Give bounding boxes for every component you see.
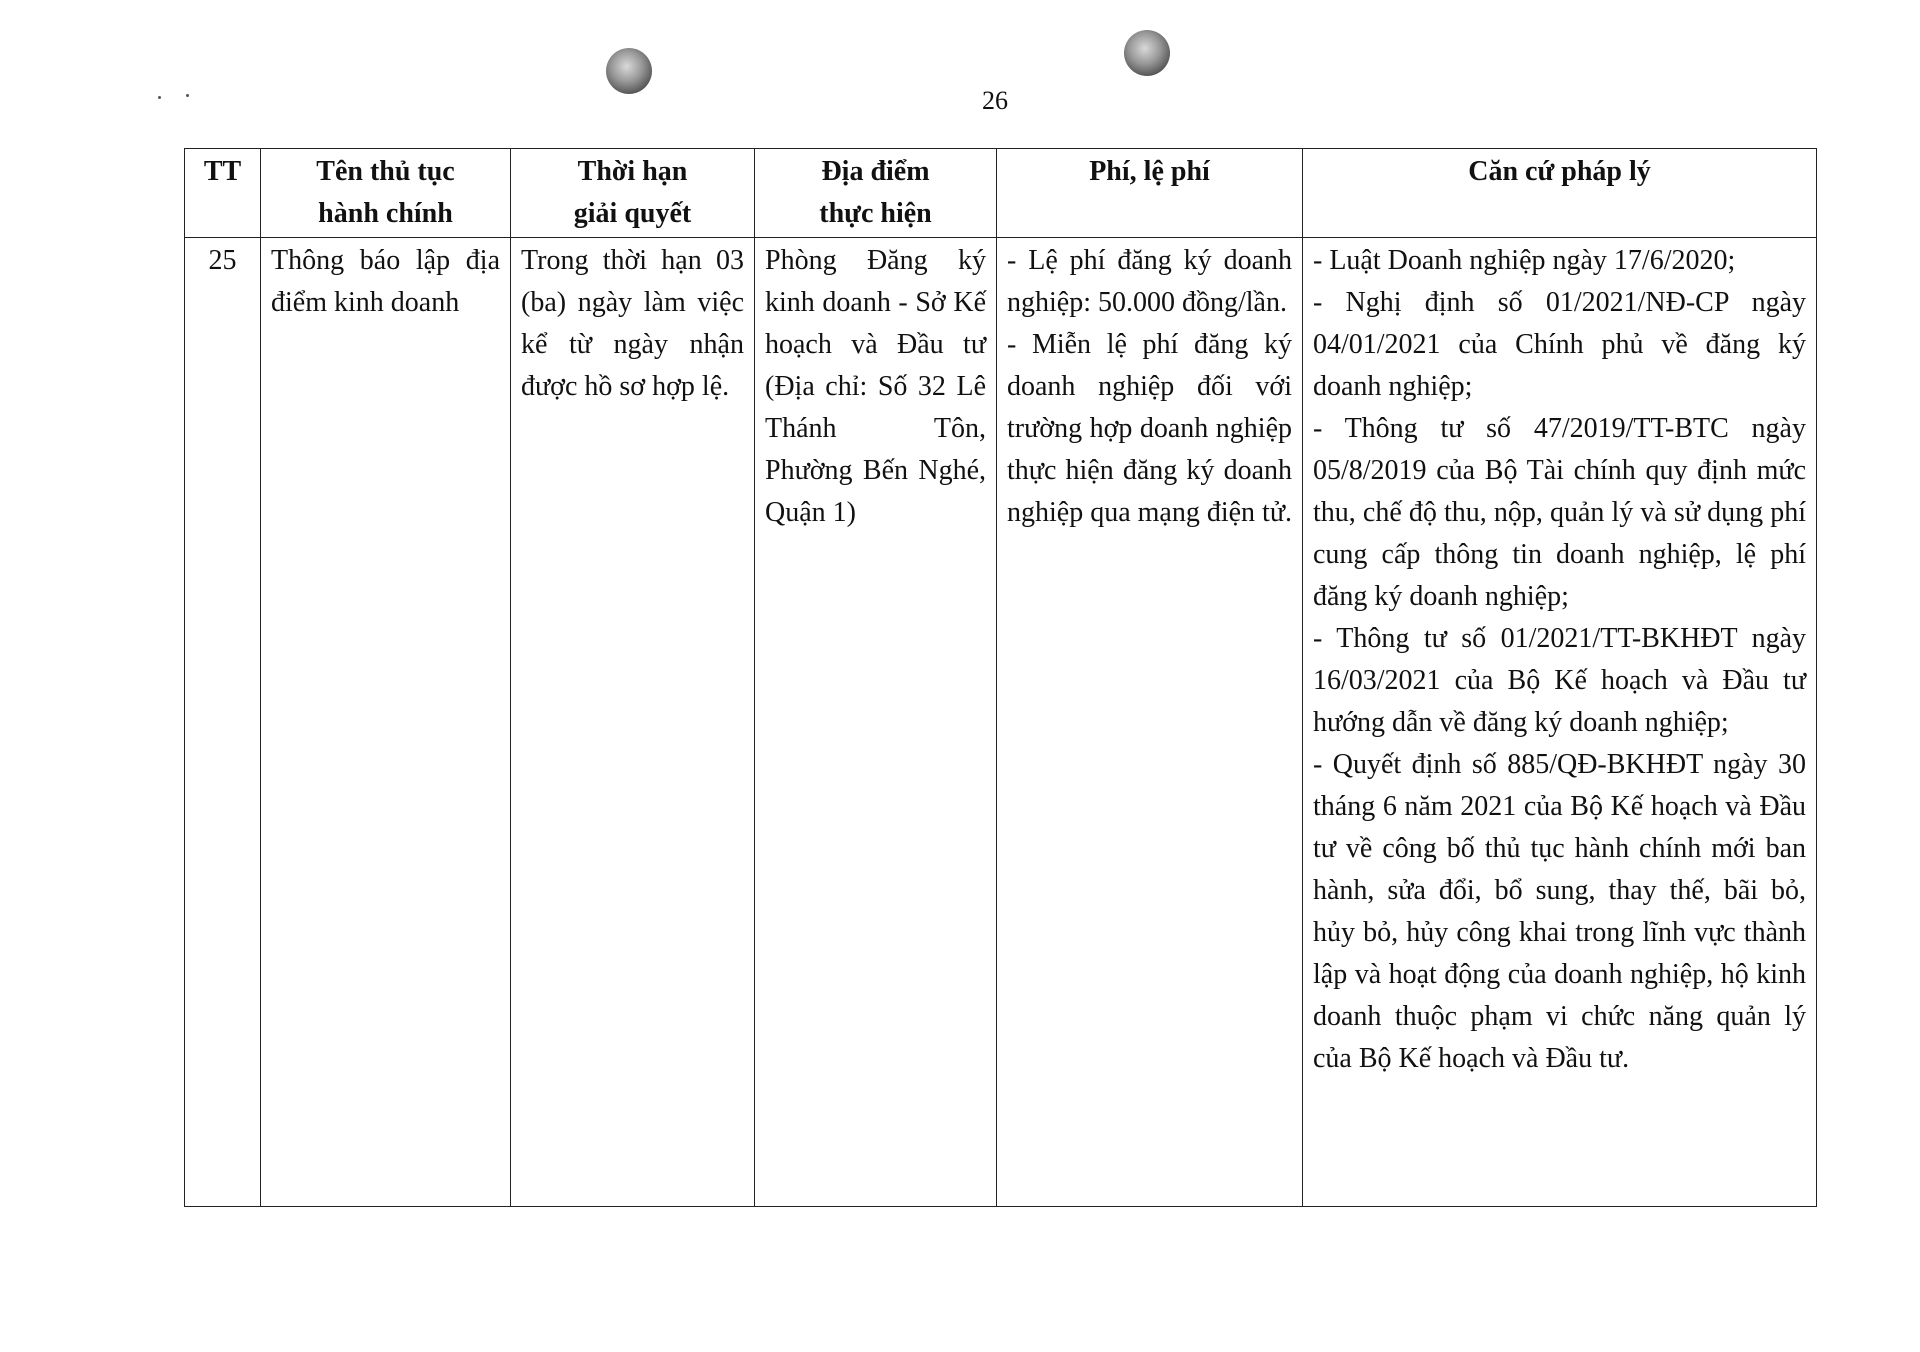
header-tt: TT: [185, 149, 261, 238]
legal-basis-item: - Thông tư số 01/2021/TT-BKHĐT ngày 16/03/2021 của Bộ Kế hoạch và Đầu tư hướng dẫn về đăng ký doanh nghiệp;: [1313, 623, 1806, 738]
page-number: 26: [982, 86, 1008, 115]
punch-hole-right: [1124, 30, 1170, 76]
legal-basis-item: - Quyết định số 885/QĐ-BKHĐT ngày 30 tháng 6 năm 2021 của Bộ Kế hoạch và Đầu tư về công bố thủ tục hành chính mới ban hành, sửa đổi, bổ sung, thay thế, bãi bỏ, hủy bỏ, hủy công khai trong lĩnh vực thành lập và hoạt động của doanh nghiệp, hộ kinh doanh thuộc phạm vi chức năng quản lý của Bộ Kế hoạch và Đầu tư.: [1313, 749, 1806, 1074]
cell-location: Phòng Đăng ký kinh doanh - Sở Kế hoạch và Đầu tư (Địa chỉ: Số 32 Lê Thánh Tôn, Phường Bến Nghé, Quận 1): [755, 238, 997, 1207]
cell-deadline: Trong thời hạn 03 (ba) ngày làm việc kể từ ngày nhận được hồ sơ hợp lệ.: [511, 238, 755, 1207]
fee-item: - Miễn lệ phí đăng ký doanh nghiệp đối với trường hợp doanh nghiệp thực hiện đăng ký doanh nghiệp qua mạng điện tử.: [1007, 329, 1293, 528]
legal-basis-item: - Luật Doanh nghiệp ngày 17/6/2020;: [1313, 245, 1736, 276]
header-deadline-line: giải quyết: [573, 198, 692, 229]
procedure-table: [184, 148, 1817, 1207]
legal-basis-item: - Nghị định số 01/2021/NĐ-CP ngày 04/01/2021 của Chính phủ về đăng ký doanh nghiệp;: [1313, 287, 1806, 402]
header-location: [755, 149, 997, 238]
table-header-row: [185, 149, 1817, 238]
header-deadline-line: Thời hạn: [577, 156, 688, 187]
cell-legal-basis: [1303, 238, 1817, 1207]
cell-fee: [997, 238, 1303, 1207]
header-location-line: thực hiện: [819, 198, 932, 229]
header-procedure-name-line: hành chính: [318, 198, 453, 229]
legal-basis-item: - Thông tư số 47/2019/TT-BTC ngày 05/8/2019 của Bộ Tài chính quy định mức thu, chế độ thu, nộp, quản lý và sử dụng phí cung cấp thông tin doanh nghiệp, lệ phí đăng ký doanh nghiệp;: [1313, 413, 1806, 612]
header-deadline: [511, 149, 755, 238]
header-procedure-name: [261, 149, 511, 238]
header-fee: Phí, lệ phí: [997, 149, 1303, 238]
header-location-line: Địa điểm: [821, 156, 930, 187]
scan-speck: [186, 94, 189, 97]
punch-hole-left: [606, 48, 652, 94]
header-legal-basis: Căn cứ pháp lý: [1303, 149, 1817, 238]
table-row: [185, 238, 1817, 1207]
cell-procedure-name: Thông báo lập địa điểm kinh doanh: [261, 238, 511, 1207]
fee-item: - Lệ phí đăng ký doanh nghiệp: 50.000 đồng/lần.: [1007, 245, 1292, 318]
scan-speck: [158, 96, 161, 99]
cell-tt: 25: [185, 238, 261, 1207]
header-procedure-name-line: Tên thủ tục: [316, 156, 455, 187]
